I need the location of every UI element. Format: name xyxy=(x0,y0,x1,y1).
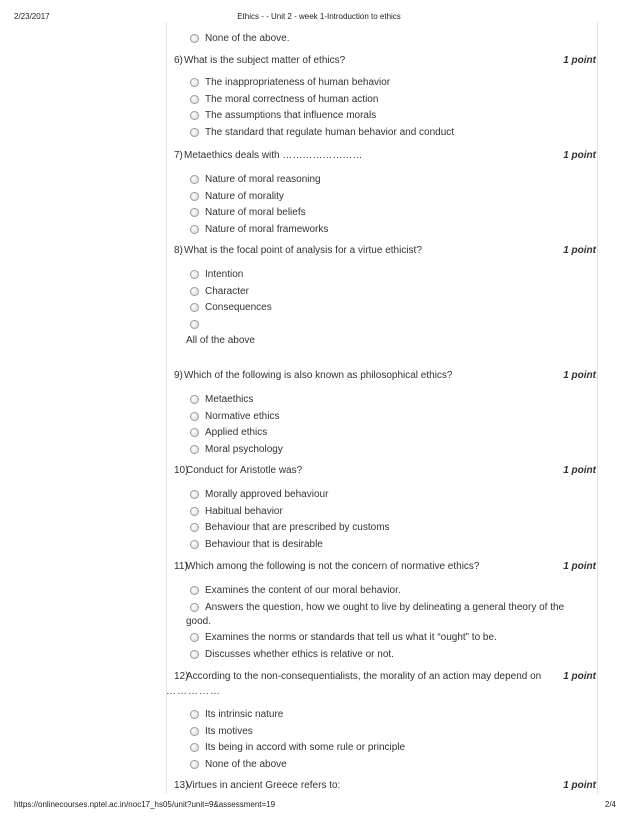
print-date: 2/23/2017 xyxy=(14,12,50,21)
option-label: Its being in accord with some rule or principle xyxy=(205,742,406,753)
radio-button[interactable] xyxy=(190,128,199,137)
option[interactable] xyxy=(174,585,596,602)
radio-button[interactable] xyxy=(190,507,199,516)
radio-button[interactable] xyxy=(190,633,199,642)
question-text: What is the focal point of analysis for a virtue ethicist? xyxy=(184,245,422,256)
option-label: Morally approved behaviour xyxy=(205,489,329,500)
option[interactable] xyxy=(174,286,596,303)
option[interactable] xyxy=(174,411,596,428)
question-text: Which among the following is not the concern of normative ethics? xyxy=(186,561,480,572)
option-label: Consequences xyxy=(205,302,272,313)
question-12 xyxy=(174,671,596,685)
previous-question-last-option[interactable] xyxy=(190,33,290,44)
option[interactable] xyxy=(174,207,596,224)
question-text: According to the non-consequentialists, the morality of an action may depend on xyxy=(186,671,542,682)
option-label-continuation: good. xyxy=(186,615,212,627)
option-label: Its intrinsic nature xyxy=(205,709,284,720)
option-label-detached: All of the above xyxy=(186,335,255,346)
radio-button[interactable] xyxy=(190,320,199,329)
option-label: Examines the norms or standards that tell us what it “ought” to be. xyxy=(205,632,497,643)
question-11 xyxy=(174,561,596,665)
option[interactable] xyxy=(174,726,596,743)
print-page-number: 2/4 xyxy=(604,800,616,809)
radio-button[interactable] xyxy=(190,540,199,549)
option[interactable] xyxy=(174,602,596,616)
option-label: Nature of moral reasoning xyxy=(205,174,321,185)
option[interactable] xyxy=(174,94,596,111)
radio-button[interactable] xyxy=(190,523,199,532)
option-label: Nature of moral frameworks xyxy=(205,223,329,235)
option-label: Its motives xyxy=(205,725,253,737)
option[interactable] xyxy=(174,269,596,286)
question-8 xyxy=(174,245,596,349)
option[interactable] xyxy=(174,77,596,94)
option-label: Applied ethics xyxy=(205,427,268,438)
option-label: The assumptions that influence morals xyxy=(205,110,377,121)
option[interactable] xyxy=(174,302,596,319)
option[interactable] xyxy=(174,444,596,461)
option[interactable] xyxy=(174,649,596,666)
question-points: 1 point xyxy=(563,671,596,682)
question-number: 8) xyxy=(174,245,183,256)
option[interactable] xyxy=(174,319,596,336)
radio-button[interactable] xyxy=(190,303,199,312)
print-url: https://onlinecourses.nptel.ac.in/noc17_hs05/unit?unit=9&assessment=19 xyxy=(14,800,276,809)
radio-button[interactable] xyxy=(190,78,199,87)
option-label: Normative ethics xyxy=(205,410,280,422)
radio-button[interactable] xyxy=(190,412,199,421)
radio-button[interactable] xyxy=(190,34,199,43)
question-number: 10) xyxy=(174,465,189,476)
radio-button[interactable] xyxy=(190,225,199,234)
option-label: The moral correctness of human action xyxy=(205,93,379,105)
option-label: Examines the content of our moral behavior. xyxy=(205,585,401,596)
option[interactable] xyxy=(174,394,596,411)
question-points: 1 point xyxy=(563,561,596,572)
radio-button[interactable] xyxy=(190,743,199,752)
question-number: 6) xyxy=(174,55,183,66)
question-number: 7) xyxy=(174,150,183,161)
option-label: Answers the question, how we ought to live by delineating a general theory of the xyxy=(205,601,565,613)
radio-button[interactable] xyxy=(190,650,199,659)
option-label: Nature of morality xyxy=(205,190,284,202)
radio-button[interactable] xyxy=(190,111,199,120)
option[interactable] xyxy=(174,632,596,649)
question-9 xyxy=(174,370,596,460)
option[interactable] xyxy=(174,759,596,776)
radio-button[interactable] xyxy=(190,95,199,104)
radio-button[interactable] xyxy=(190,192,199,201)
option-label: Character xyxy=(205,285,249,297)
question-points: 1 point xyxy=(563,370,596,381)
radio-button[interactable] xyxy=(190,760,199,769)
option-label: Habitual behavior xyxy=(205,505,283,517)
option[interactable] xyxy=(174,191,596,208)
option-label: Intention xyxy=(205,269,244,280)
question-points: 1 point xyxy=(563,245,596,256)
question-points: 1 point xyxy=(563,150,596,161)
option-label: Moral psychology xyxy=(205,443,283,455)
option[interactable] xyxy=(174,742,596,759)
question-number: 13) xyxy=(174,780,189,791)
question-number: 11) xyxy=(174,561,188,572)
option[interactable] xyxy=(174,110,596,127)
question-text: What is the subject matter of ethics? xyxy=(184,55,346,66)
radio-button[interactable] xyxy=(190,727,199,736)
question-number: 12) xyxy=(174,671,189,682)
radio-button[interactable] xyxy=(190,208,199,217)
option-label: Discusses whether ethics is relative or not. xyxy=(205,648,394,660)
radio-button[interactable] xyxy=(190,710,199,719)
option-label: None of the above. xyxy=(205,33,290,44)
question-12-options xyxy=(174,709,596,775)
question-text: Which of the following is also known as philosophical ethics? xyxy=(184,370,453,381)
option-label: The standard that regulate human behavior and conduct xyxy=(205,126,455,138)
option-label: Nature of moral beliefs xyxy=(205,207,306,218)
radio-button[interactable] xyxy=(190,445,199,454)
question-number: 9) xyxy=(174,370,183,381)
question-10 xyxy=(174,465,596,555)
option-label: Metaethics xyxy=(205,394,254,405)
question-text: Metaethics deals with …………………… xyxy=(184,150,363,161)
option-label: None of the above xyxy=(205,758,287,770)
question-points: 1 point xyxy=(563,465,596,476)
question-points: 1 point xyxy=(563,780,596,791)
option[interactable] xyxy=(174,174,596,191)
question-text-continuation: …………… xyxy=(166,686,221,697)
option-label: The inappropriateness of human behavior xyxy=(205,77,391,88)
option[interactable] xyxy=(174,427,596,444)
question-6 xyxy=(174,55,596,143)
option[interactable] xyxy=(174,539,596,556)
question-points: 1 point xyxy=(563,55,596,66)
radio-button[interactable] xyxy=(190,287,199,296)
question-text: Conduct for Aristotle was? xyxy=(186,465,303,476)
radio-button[interactable] xyxy=(190,395,199,404)
radio-button[interactable] xyxy=(190,428,199,437)
radio-button[interactable] xyxy=(190,175,199,184)
radio-button[interactable] xyxy=(190,603,199,612)
question-text: Virtues in ancient Greece refers to: xyxy=(186,780,341,791)
option[interactable] xyxy=(174,709,596,726)
option[interactable] xyxy=(174,224,596,241)
radio-button[interactable] xyxy=(190,586,199,595)
option-label: Behaviour that is desirable xyxy=(205,538,323,550)
option-label: Behaviour that are prescribed by customs xyxy=(205,522,390,533)
question-13 xyxy=(174,780,596,794)
radio-button[interactable] xyxy=(190,270,199,279)
question-7 xyxy=(174,150,596,240)
radio-button[interactable] xyxy=(190,490,199,499)
print-title: Ethics - - Unit 2 - week 1-Introduction to ethics xyxy=(237,12,401,21)
option[interactable] xyxy=(174,506,596,523)
option[interactable] xyxy=(174,522,596,539)
option[interactable] xyxy=(174,127,596,144)
option[interactable] xyxy=(174,489,596,506)
